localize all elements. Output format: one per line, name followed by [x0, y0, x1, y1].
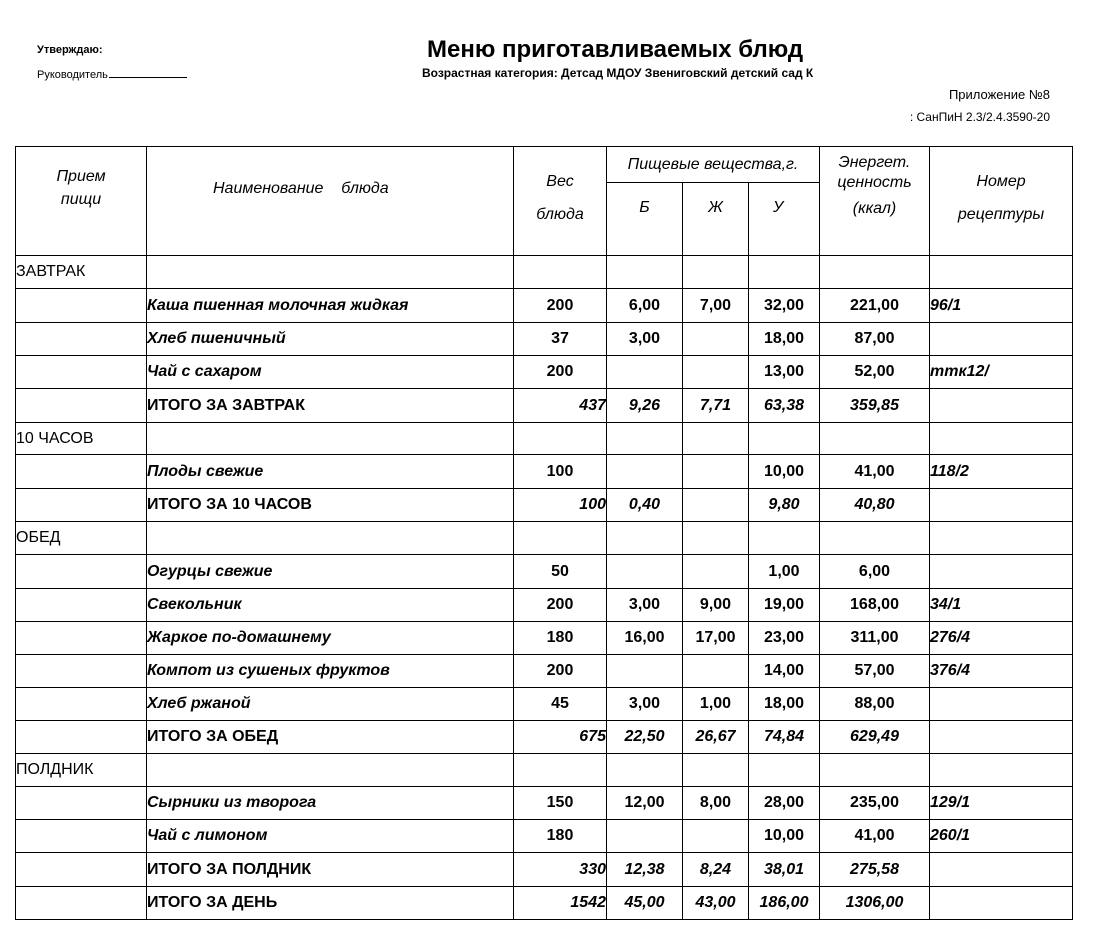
protein-value [607, 555, 683, 589]
fat-value [683, 323, 749, 356]
dish-weight: 45 [514, 688, 607, 721]
total-row [16, 853, 1073, 887]
protein-value: 3,00 [607, 323, 683, 356]
dish-row [16, 622, 1073, 655]
fat-value: 1,00 [683, 688, 749, 721]
total-fat: 8,24 [683, 853, 749, 887]
recipe-number: ттк12/ [930, 356, 1073, 389]
header-zh: Ж [683, 183, 749, 256]
dish-name: Огурцы свежие [147, 555, 514, 589]
meal-cell [16, 887, 147, 920]
total-fat: 7,71 [683, 389, 749, 423]
header-energy-line1: Энергет. [838, 154, 911, 171]
empty-cell [683, 754, 749, 787]
total-carb: 74,84 [749, 721, 820, 754]
total-energy: 275,58 [820, 853, 930, 887]
empty-cell [930, 423, 1073, 455]
dish-name: Чай с сахаром [147, 356, 514, 389]
carb-value: 32,00 [749, 289, 820, 323]
dish-name: Хлеб пшеничный [147, 323, 514, 356]
section-row [16, 256, 1073, 289]
dish-row [16, 655, 1073, 688]
empty-cell [147, 522, 514, 555]
meal-cell [16, 289, 147, 323]
empty-cell [514, 256, 607, 289]
empty-cell [514, 754, 607, 787]
total-label: ИТОГО ЗА ПОЛДНИК [147, 853, 514, 887]
carb-value: 18,00 [749, 688, 820, 721]
total-weight: 100 [514, 489, 607, 522]
recipe-number [930, 555, 1073, 589]
dish-weight: 37 [514, 323, 607, 356]
protein-value [607, 655, 683, 688]
header-b: Б [607, 183, 683, 256]
dish-name: Плоды свежие [147, 455, 514, 489]
carb-value: 1,00 [749, 555, 820, 589]
section-row [16, 522, 1073, 555]
meal-cell [16, 820, 147, 853]
dish-row [16, 289, 1073, 323]
section-row [16, 423, 1073, 455]
recipe-number: 129/1 [930, 787, 1073, 820]
meal-cell [16, 655, 147, 688]
dish-name: Свекольник [147, 589, 514, 622]
empty-cell [683, 423, 749, 455]
carb-value: 10,00 [749, 820, 820, 853]
signature-underline [109, 66, 187, 78]
meal-section-label: ОБЕД [16, 522, 147, 555]
empty-cell [749, 423, 820, 455]
empty-cell [820, 754, 930, 787]
empty-cell [930, 522, 1073, 555]
recipe-number: 34/1 [930, 589, 1073, 622]
fat-value: 8,00 [683, 787, 749, 820]
total-protein: 45,00 [607, 887, 683, 920]
empty-cell [147, 256, 514, 289]
dish-row [16, 555, 1073, 589]
empty-cell [514, 423, 607, 455]
dish-name: Хлеб ржаной [147, 688, 514, 721]
header-recipe-line2: рецептуры [957, 206, 1045, 223]
empty-cell [820, 423, 930, 455]
dish-name: Каша пшенная молочная жидкая [147, 289, 514, 323]
carb-value: 18,00 [749, 323, 820, 356]
carb-value: 10,00 [749, 455, 820, 489]
recipe-number: 276/4 [930, 622, 1073, 655]
dish-name: Чай с лимоном [147, 820, 514, 853]
meal-cell [16, 389, 147, 423]
dish-row [16, 820, 1073, 853]
total-energy: 629,49 [820, 721, 930, 754]
approve-label: Утверждаю: [37, 44, 103, 56]
total-carb: 186,00 [749, 887, 820, 920]
meal-cell [16, 589, 147, 622]
dish-weight: 50 [514, 555, 607, 589]
recipe-cell [930, 389, 1073, 423]
header-dish [147, 147, 514, 256]
header-meal-line2: пищи [60, 191, 102, 208]
dish-row [16, 787, 1073, 820]
empty-cell [607, 256, 683, 289]
dish-weight: 200 [514, 655, 607, 688]
dish-row [16, 688, 1073, 721]
header-energy [820, 147, 930, 256]
empty-cell [930, 256, 1073, 289]
recipe-number: 376/4 [930, 655, 1073, 688]
age-category-subtitle: Возрастная категория: Детсад МДОУ Звениговский детский сад К [422, 66, 814, 80]
total-energy: 359,85 [820, 389, 930, 423]
table-header-row [16, 147, 1073, 183]
dish-weight: 200 [514, 289, 607, 323]
carb-value: 28,00 [749, 787, 820, 820]
empty-cell [607, 754, 683, 787]
protein-value [607, 455, 683, 489]
total-weight: 330 [514, 853, 607, 887]
empty-cell [820, 522, 930, 555]
energy-value: 57,00 [820, 655, 930, 688]
meal-cell [16, 721, 147, 754]
fat-value: 9,00 [683, 589, 749, 622]
protein-value: 16,00 [607, 622, 683, 655]
total-fat [683, 489, 749, 522]
energy-value: 41,00 [820, 455, 930, 489]
total-energy: 40,80 [820, 489, 930, 522]
total-fat: 43,00 [683, 887, 749, 920]
header-u: У [749, 183, 820, 256]
appendix-label: Приложение №8 [948, 87, 1050, 102]
recipe-cell [930, 853, 1073, 887]
energy-value: 52,00 [820, 356, 930, 389]
empty-cell [683, 256, 749, 289]
fat-value [683, 820, 749, 853]
empty-cell [749, 754, 820, 787]
empty-cell [683, 522, 749, 555]
total-weight: 437 [514, 389, 607, 423]
total-energy: 1306,00 [820, 887, 930, 920]
protein-value: 12,00 [607, 787, 683, 820]
energy-value: 235,00 [820, 787, 930, 820]
empty-cell [147, 754, 514, 787]
dish-name: Сырники из творога [147, 787, 514, 820]
total-row [16, 489, 1073, 522]
fat-value [683, 356, 749, 389]
dish-weight: 180 [514, 820, 607, 853]
empty-cell [514, 522, 607, 555]
header-weight-line1: Вес [546, 173, 574, 190]
header-energy-line3: (ккал) [852, 200, 897, 217]
meal-section-label: ЗАВТРАК [16, 256, 147, 289]
energy-value: 168,00 [820, 589, 930, 622]
header-recipe [930, 147, 1073, 256]
meal-cell [16, 455, 147, 489]
dish-row [16, 589, 1073, 622]
total-label: ИТОГО ЗА ДЕНЬ [147, 887, 514, 920]
total-row [16, 887, 1073, 920]
recipe-number: 96/1 [930, 289, 1073, 323]
total-row [16, 721, 1073, 754]
total-label: ИТОГО ЗА ОБЕД [147, 721, 514, 754]
empty-cell [607, 423, 683, 455]
protein-value [607, 820, 683, 853]
meal-cell [16, 688, 147, 721]
total-label: ИТОГО ЗА 10 ЧАСОВ [147, 489, 514, 522]
page-title: Меню приготавливаемых блюд [427, 36, 804, 63]
recipe-number [930, 323, 1073, 356]
header-weight-line2: блюда [536, 206, 584, 223]
total-carb: 63,38 [749, 389, 820, 423]
menu-table [15, 146, 1073, 920]
total-carb: 9,80 [749, 489, 820, 522]
menu-body [16, 256, 1073, 920]
dish-weight: 150 [514, 787, 607, 820]
dish-row [16, 323, 1073, 356]
total-row [16, 389, 1073, 423]
energy-value: 41,00 [820, 820, 930, 853]
protein-value: 6,00 [607, 289, 683, 323]
protein-value: 3,00 [607, 589, 683, 622]
dish-name: Жаркое по-домашнему [147, 622, 514, 655]
total-protein: 9,26 [607, 389, 683, 423]
dish-weight: 200 [514, 356, 607, 389]
header-nutrients: Пищевые вещества,г. [607, 147, 820, 183]
meal-cell [16, 555, 147, 589]
carb-value: 19,00 [749, 589, 820, 622]
empty-cell [930, 754, 1073, 787]
meal-section-label: ПОЛДНИК [16, 754, 147, 787]
dish-weight: 180 [514, 622, 607, 655]
director-line [37, 66, 187, 81]
recipe-cell [930, 489, 1073, 522]
meal-cell [16, 489, 147, 522]
carb-value: 23,00 [749, 622, 820, 655]
header-recipe-line1: Номер [976, 173, 1026, 190]
fat-value [683, 455, 749, 489]
energy-value: 311,00 [820, 622, 930, 655]
dish-weight: 100 [514, 455, 607, 489]
director-label: Руководитель [37, 69, 108, 81]
dish-weight: 200 [514, 589, 607, 622]
total-fat: 26,67 [683, 721, 749, 754]
sanpin-label: : СанПиН 2.3/2.4.3590-20 [909, 110, 1050, 124]
carb-value: 14,00 [749, 655, 820, 688]
empty-cell [820, 256, 930, 289]
empty-cell [147, 423, 514, 455]
recipe-cell [930, 887, 1073, 920]
section-row [16, 754, 1073, 787]
empty-cell [749, 256, 820, 289]
meal-cell [16, 622, 147, 655]
carb-value: 13,00 [749, 356, 820, 389]
dish-row [16, 455, 1073, 489]
protein-value [607, 356, 683, 389]
total-weight: 675 [514, 721, 607, 754]
protein-value: 3,00 [607, 688, 683, 721]
fat-value [683, 655, 749, 688]
meal-cell [16, 853, 147, 887]
total-label: ИТОГО ЗА ЗАВТРАК [147, 389, 514, 423]
meal-cell [16, 323, 147, 356]
total-protein: 12,38 [607, 853, 683, 887]
energy-value: 88,00 [820, 688, 930, 721]
header-meal [16, 147, 147, 256]
header-meal-line1: Прием [56, 168, 106, 185]
meal-section-label: 10 ЧАСОВ [16, 423, 147, 455]
recipe-number: 260/1 [930, 820, 1073, 853]
header-energy-line2: ценность [837, 174, 912, 191]
fat-value [683, 555, 749, 589]
energy-value: 87,00 [820, 323, 930, 356]
meal-cell [16, 356, 147, 389]
dish-row [16, 356, 1073, 389]
header-dish-label: Наименование блюда [213, 180, 389, 197]
total-weight: 1542 [514, 887, 607, 920]
recipe-number [930, 688, 1073, 721]
total-protein: 22,50 [607, 721, 683, 754]
empty-cell [749, 522, 820, 555]
recipe-cell [930, 721, 1073, 754]
header-weight [514, 147, 607, 256]
fat-value: 7,00 [683, 289, 749, 323]
dish-name: Компот из сушеных фруктов [147, 655, 514, 688]
fat-value: 17,00 [683, 622, 749, 655]
recipe-number: 118/2 [930, 455, 1073, 489]
total-carb: 38,01 [749, 853, 820, 887]
total-protein: 0,40 [607, 489, 683, 522]
energy-value: 6,00 [820, 555, 930, 589]
empty-cell [607, 522, 683, 555]
energy-value: 221,00 [820, 289, 930, 323]
meal-cell [16, 787, 147, 820]
